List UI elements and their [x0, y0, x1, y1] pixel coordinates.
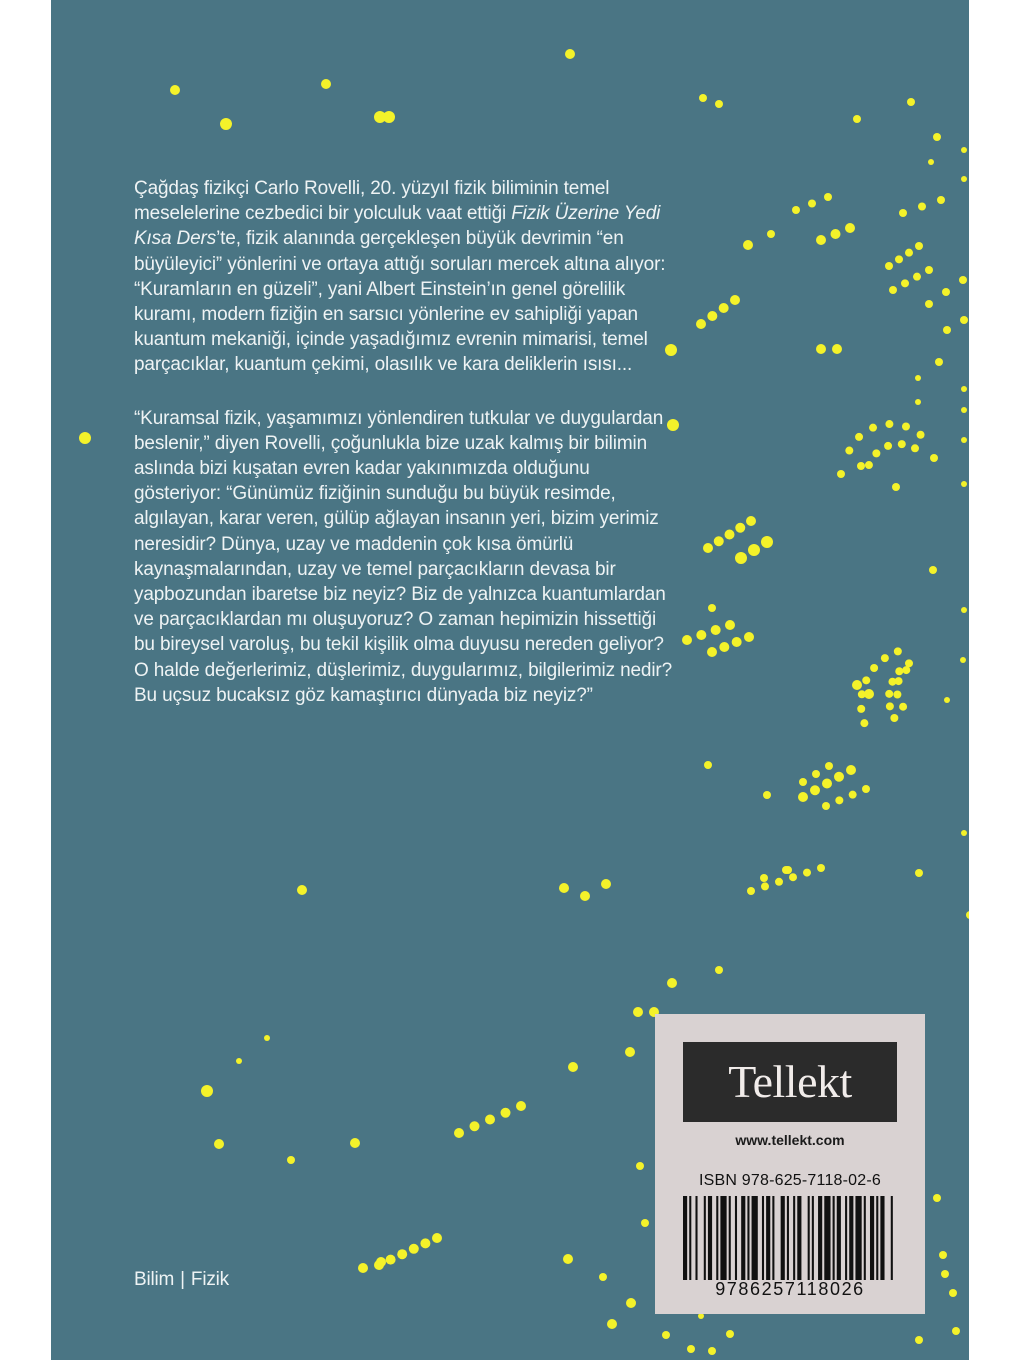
yellow-dot [816, 235, 826, 245]
yellow-dot [857, 462, 865, 470]
yellow-dot [730, 295, 740, 305]
yellow-dot [201, 1085, 213, 1097]
yellow-dot [708, 604, 716, 612]
yellow-dot [937, 196, 945, 204]
yellow-dot [735, 552, 747, 564]
yellow-dot [864, 689, 874, 699]
yellow-dot [599, 1273, 607, 1281]
yellow-dot [966, 911, 969, 919]
yellow-dot [918, 203, 926, 211]
yellow-dot [961, 147, 967, 153]
yellow-dot [816, 344, 826, 354]
barcode-bar [864, 1196, 866, 1280]
yellow-dot [812, 770, 820, 778]
yellow-dot [775, 878, 783, 886]
yellow-dot [845, 223, 855, 233]
yellow-dot [862, 785, 870, 793]
barcode-bar [720, 1196, 726, 1280]
yellow-dot [808, 200, 816, 208]
yellow-dot [287, 1156, 295, 1164]
yellow-dot [432, 1233, 442, 1243]
yellow-dot [913, 273, 921, 281]
yellow-dot [397, 1249, 407, 1259]
yellow-dot [732, 637, 742, 647]
yellow-dot [170, 85, 180, 95]
yellow-dot [715, 966, 723, 974]
barcode-bar [870, 1196, 874, 1280]
barcode-bar [729, 1196, 731, 1280]
publisher-logo: Tellekt [683, 1042, 897, 1122]
yellow-dot [961, 437, 967, 443]
yellow-dot [822, 779, 832, 789]
barcode-bar [797, 1196, 801, 1280]
yellow-dot [915, 1336, 923, 1344]
barcode-bar [781, 1196, 785, 1280]
yellow-dot [409, 1244, 419, 1254]
yellow-dot [917, 431, 925, 439]
barcode-bar [708, 1196, 712, 1280]
yellow-dot [817, 864, 825, 872]
isbn-label: ISBN 978-625-7118-02-6 [699, 1172, 881, 1189]
barcode-bar [772, 1196, 774, 1280]
yellow-dot [943, 326, 951, 334]
yellow-dot [911, 444, 919, 452]
yellow-dot [707, 647, 717, 657]
yellow-dot [747, 887, 755, 895]
yellow-dot [383, 111, 395, 123]
yellow-dot [869, 424, 877, 432]
yellow-dot [719, 642, 729, 652]
yellow-dot [939, 1251, 947, 1259]
barcode-digits: 9786257118026 [715, 1279, 865, 1299]
yellow-dot [898, 440, 906, 448]
yellow-dot [297, 885, 307, 895]
barcode-bar [891, 1196, 893, 1280]
yellow-dot [930, 454, 938, 462]
yellow-dot [884, 442, 892, 450]
yellow-dot [845, 447, 853, 455]
yellow-dot [633, 1007, 643, 1017]
barcode-bar [695, 1196, 697, 1280]
yellow-dot [933, 133, 941, 141]
yellow-dot [568, 1062, 578, 1072]
yellow-dot [872, 449, 880, 457]
barcode-bar [747, 1196, 749, 1280]
yellow-dot [358, 1263, 368, 1273]
yellow-dot [761, 882, 769, 890]
yellow-dot [961, 176, 967, 182]
yellow-dot [625, 1047, 635, 1057]
yellow-dot [831, 229, 841, 239]
barcode-bar [845, 1196, 847, 1280]
yellow-dot [79, 432, 91, 444]
yellow-dot [822, 802, 830, 810]
yellow-dot [725, 620, 735, 630]
yellow-dot [321, 79, 331, 89]
yellow-dot [860, 719, 868, 727]
yellow-dot [501, 1108, 511, 1118]
yellow-dot [834, 772, 844, 782]
yellow-dot [744, 632, 754, 642]
yellow-dot [902, 666, 910, 674]
barcode-bar [762, 1196, 764, 1280]
yellow-dot [711, 625, 721, 635]
blurb-paragraph-1: Çağdaş fizikçi Carlo Rovelli, 20. yüzyıl fizik biliminin temel meselelerine cezbedici bir yolculuk vaat ettiği Fizik Üzerine Yedi Kısa Ders’te, fizik alanında gerçekleşen büyük devrimin “en büyüleyici” yönlerini ve ortaya attığı soruları mercek altına alıyor: “Kuramların en güzeli”, yani Albert Einstein’ın genel görelilik kuramı, modern fiziğin en sarsıcı yönlerine ev sahipliği yapan kuantum mekaniği, içinde yaşadığımız evrenin mimarisi, temel parçacıklar, kuantum çekimi, olasılık ve kara deliklerin ısısı... [134, 178, 666, 376]
yellow-dot [708, 1347, 716, 1355]
yellow-dot [667, 978, 677, 988]
barcode-bar [876, 1196, 878, 1280]
yellow-dot [961, 481, 967, 487]
yellow-dot [905, 249, 913, 257]
yellow-dot [886, 702, 894, 710]
yellow-dot [825, 762, 833, 770]
yellow-dot [835, 796, 843, 804]
yellow-dot [699, 94, 707, 102]
yellow-dot [961, 607, 967, 613]
yellow-dot [760, 874, 768, 882]
yellow-dot [915, 869, 923, 877]
yellow-dot [881, 654, 889, 662]
yellow-dot [929, 566, 937, 574]
yellow-dot [761, 536, 773, 548]
yellow-dot [928, 159, 934, 165]
yellow-dot [944, 697, 950, 703]
yellow-dot [386, 1255, 396, 1265]
yellow-dot [901, 279, 909, 287]
yellow-dot [350, 1138, 360, 1148]
barcode-bar [837, 1196, 841, 1280]
barcode-bar [704, 1196, 706, 1280]
imprint-box [655, 1014, 925, 1314]
yellow-dot [743, 240, 753, 250]
yellow-dot [748, 544, 760, 556]
yellow-dot [214, 1139, 224, 1149]
yellow-dot [687, 1345, 695, 1353]
yellow-dot [935, 358, 943, 366]
yellow-dot [485, 1115, 495, 1125]
yellow-dot [703, 543, 713, 553]
barcode-bar [808, 1196, 810, 1280]
yellow-dot [792, 206, 800, 214]
yellow-dot [885, 690, 893, 698]
yellow-dot [746, 516, 756, 526]
category-second: Fizik [190, 1269, 229, 1290]
yellow-dot [789, 873, 797, 881]
yellow-dot [601, 879, 611, 889]
book-title-italic: Fizik Üzerine Yedi Kısa Ders [134, 203, 661, 250]
barcode-bar [793, 1196, 795, 1280]
yellow-dot [885, 420, 893, 428]
yellow-dot [376, 1257, 386, 1267]
yellow-dot [837, 470, 845, 478]
yellow-dot [735, 523, 745, 533]
yellow-dot [810, 785, 820, 795]
yellow-dot [470, 1121, 480, 1131]
yellow-dot [726, 1330, 734, 1338]
yellow-dot [704, 761, 712, 769]
yellow-dot [832, 344, 842, 354]
category-first: Bilim [134, 1269, 175, 1290]
yellow-dot [853, 115, 861, 123]
yellow-dot [941, 1270, 949, 1278]
yellow-dot [852, 680, 862, 690]
yellow-dot [893, 691, 901, 699]
yellow-dot [607, 1319, 617, 1329]
barcode-bar [689, 1196, 691, 1280]
yellow-dot [895, 667, 903, 675]
yellow-dot [719, 303, 729, 313]
barcode-bar [683, 1196, 687, 1280]
yellow-dot [682, 635, 692, 645]
yellow-dot [725, 530, 735, 540]
barcode [683, 1196, 897, 1280]
yellow-dot [902, 423, 910, 431]
yellow-dot [626, 1298, 636, 1308]
yellow-dot [961, 407, 967, 413]
yellow-dot [865, 461, 873, 469]
yellow-dot [899, 703, 907, 711]
barcode-bar [824, 1196, 830, 1280]
yellow-dot [952, 1327, 960, 1335]
yellow-dot [899, 209, 907, 217]
yellow-dot [824, 193, 832, 201]
yellow-dot [933, 1194, 941, 1202]
yellow-dot [236, 1058, 242, 1064]
yellow-dot [942, 288, 950, 296]
barcode-bar [766, 1196, 770, 1280]
yellow-dot [696, 630, 706, 640]
barcode-bar [787, 1196, 789, 1280]
yellow-dot [782, 866, 790, 874]
yellow-dot [454, 1128, 464, 1138]
yellow-dot [849, 791, 857, 799]
barcode-bar [752, 1196, 758, 1280]
barcode-bar [716, 1196, 718, 1280]
yellow-dot [961, 830, 967, 836]
blurb-paragraph-2: “Kuramsal fizik, yaşamımızı yönlendiren tutkular ve duygulardan beslenir,” diyen Rovelli, çoğunlukla bize uzak kalmış bir bilimin aslında bizi kuşatan evren kadar yakınımızda olduğunu gösteriyor: “Günümüz fiziğinin sunduğu bu büyük resimde, algılayan, karar veren, gülüp ağlayan insanın yeri, bizim yerimiz neresidir? Dünya, uzay ve maddenin çok kısa ömürlü kaynaşmalarından, uzay ve temel parçacıkların devasa bir yapbozundan ibaretse biz neyiz? Biz de yalnızca kuantumlardan ve parçacıklardan mı oluşuyoruz? O zaman hepimizin hissettiği bu bireysel varoluş, bu tekil kişilik olma duyusu nereden geliyor? O halde değerlerimiz, düşlerimiz, duygularımız, bilgilerimiz nedir? Bu uçsuz bucaksız göz kamaştırıcı dünyada biz neyiz?” [134, 407, 672, 706]
yellow-dot [915, 242, 923, 250]
yellow-dot [855, 433, 863, 441]
barcode-bar [849, 1196, 853, 1280]
barcode-bar [880, 1196, 884, 1280]
barcode-bar [735, 1196, 737, 1280]
blurb-text [134, 176, 674, 708]
barcode-bar [812, 1196, 814, 1280]
yellow-dot [803, 869, 811, 877]
yellow-dot [220, 118, 232, 130]
yellow-dot [662, 1331, 670, 1339]
barcode-bar [818, 1196, 822, 1280]
yellow-dot [862, 676, 870, 684]
yellow-dot [857, 705, 865, 713]
yellow-dot [799, 778, 807, 786]
yellow-dot [895, 677, 903, 685]
yellow-dot [915, 375, 921, 381]
yellow-dot [714, 536, 724, 546]
barcode-bar [855, 1196, 861, 1280]
yellow-dot [767, 230, 775, 238]
yellow-dot [949, 1289, 957, 1297]
yellow-dot [563, 1254, 573, 1264]
yellow-dot [798, 792, 808, 802]
yellow-dot [960, 316, 968, 324]
category-label [134, 1269, 229, 1291]
yellow-dot [763, 791, 771, 799]
yellow-dot [960, 657, 966, 663]
yellow-dot [707, 311, 717, 321]
barcode-bar [833, 1196, 835, 1280]
yellow-dot [636, 1162, 644, 1170]
yellow-dot [870, 664, 878, 672]
yellow-dot [516, 1101, 526, 1111]
yellow-dot [961, 386, 967, 392]
yellow-dot [890, 714, 898, 722]
yellow-dot [641, 1219, 649, 1227]
yellow-dot [264, 1035, 270, 1041]
yellow-dot [580, 891, 590, 901]
yellow-dot [565, 49, 575, 59]
back-cover [51, 0, 969, 1360]
yellow-dot [889, 286, 897, 294]
yellow-dot [959, 276, 967, 284]
yellow-dot [696, 319, 706, 329]
yellow-dot [559, 883, 569, 893]
category-separator: | [180, 1269, 185, 1290]
yellow-dot [892, 483, 900, 491]
yellow-dot [894, 647, 902, 655]
barcode-bar [741, 1196, 745, 1280]
yellow-dot [925, 266, 933, 274]
yellow-dot [895, 255, 903, 263]
yellow-dot [420, 1238, 430, 1248]
yellow-dot [885, 262, 893, 270]
yellow-dot [925, 300, 933, 308]
yellow-dot [715, 100, 723, 108]
yellow-dot [915, 399, 921, 405]
yellow-dot [907, 98, 915, 106]
publisher-url: www.tellekt.com [735, 1132, 845, 1148]
yellow-dot [846, 765, 856, 775]
